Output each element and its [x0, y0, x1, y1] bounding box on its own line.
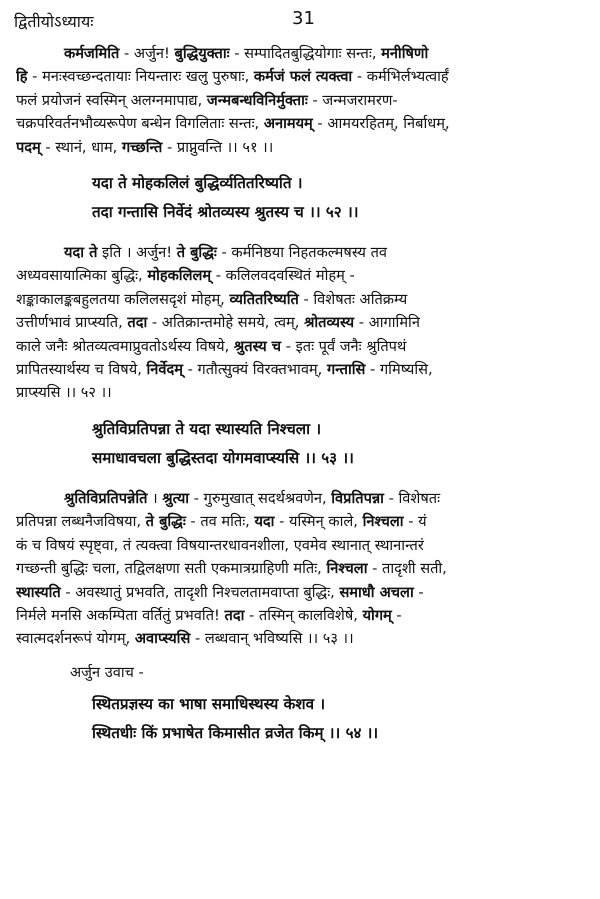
bold-term: श्रुतिविप्रतिपन्नेति [64, 489, 148, 507]
commentary-line [16, 581, 588, 604]
bold-term: विप्रतिपन्ना [331, 489, 384, 507]
commentary-line [16, 112, 588, 135]
commentary-line [16, 311, 588, 334]
gloss-text: - स्थानं, धाम, [40, 138, 122, 156]
gloss-text: - कलिलवदवस्थितं मोहम् - [211, 267, 355, 285]
gloss-text: - आगामिनि [354, 314, 420, 332]
gloss-text: - गमिष्यसि, [365, 361, 433, 379]
bold-term: अवाप्स्यसि [134, 630, 191, 648]
bold-term: योगम् [362, 606, 392, 624]
gloss-text: स्वात्मदर्शनरूपं योगम्, [16, 630, 135, 648]
verse-52 [16, 169, 588, 227]
gloss-text: इति । अर्जुन! [97, 244, 177, 262]
verse-53 [16, 415, 588, 473]
verse-line: स्थितधीः किं प्रभाषेत किमासीत व्रजेत किम् ।। ५४ ।। [92, 724, 379, 743]
verse-54 [16, 690, 588, 748]
gloss-text: - विशेषतः अतिक्रम्य [298, 290, 408, 308]
bold-term: निश्चला [326, 560, 368, 578]
gloss-text: - यं [403, 513, 427, 531]
gloss-text: उत्तीर्णभावं प्राप्स्यति, [16, 314, 128, 332]
verse-line: समाधावचला बुद्धिस्तदा योगमवाप्स्यसि ।। ५३ ।। [92, 448, 354, 467]
commentary-line [16, 264, 588, 287]
gloss-text: गच्छन्ती बुद्धिः चला, तद्विलक्षणा सती एकमात्रग्राहिणी मतिः, [16, 560, 327, 578]
bold-term: स्थास्यति [16, 583, 61, 601]
verse-line: श्रुतिविप्रतिपन्ना ते यदा स्थास्यति निश्चला । [92, 419, 322, 438]
gloss-text: प्रापितस्यार्थस्य च विषये, [16, 361, 147, 379]
bold-term: मनीषिणो [381, 45, 429, 62]
bold-term: मोहकलिलम् [147, 267, 212, 285]
commentary-verse-53 [16, 487, 588, 651]
gloss-text: काले जनैः श्रोतव्यत्वमाप्रुवतोऽर्थस्य विषये, [16, 337, 234, 355]
bold-term: अनामयम् [263, 115, 313, 133]
bold-term: ते बुद्धिः [176, 244, 217, 262]
commentary-line [16, 335, 588, 358]
verse-line: तदा गन्तासि निर्वेदं श्रोतव्यस्य श्रुतस्य च ।। ५२ ।। [92, 203, 359, 222]
bold-term: ते बुद्धिः [145, 513, 186, 531]
gloss-text: कं च विषयं स्पृष्ट्वा, तं त्यक्त्वा विषयान्तरधावनशीला, एवमेव स्थानात् स्थानान्तरं [16, 536, 424, 554]
gloss-text: - कर्मनिष्ठया निहतकल्मषस्य तव [216, 244, 388, 262]
gloss-text: - अतिक्रान्तमोहे समये, त्वम्, [147, 314, 305, 332]
bold-term: यदा [254, 513, 275, 531]
page-number: 31 [292, 8, 315, 29]
gloss-text: - सम्पादितबुद्धियोगाः सन्तः, [229, 45, 382, 62]
verse-line: स्थितप्रज्ञस्य का भाषा समाधिस्थस्य केशव । [92, 695, 326, 714]
bold-term: बुद्धियुक्ताः [174, 45, 230, 62]
commentary-line [16, 627, 588, 650]
verse-line: यदा ते मोहकलिलं बुद्धिर्व्यतितरिष्यति । [92, 174, 303, 193]
gloss-text: - आमयरहितम्, निर्बाधम्, [312, 115, 450, 133]
gloss-text: फलं प्रयोजनं स्वस्मिन् अलग्नमापाद्य, [16, 91, 207, 109]
commentary-line [16, 381, 588, 404]
gloss-text: - प्राप्नुवन्ति ।। ५१ ।। [162, 138, 274, 156]
commentary-line [16, 89, 588, 112]
commentary-line [16, 288, 588, 311]
bold-term: जन्मबन्धविनिर्मुक्ताः [206, 91, 308, 109]
gloss-text: - कर्मभिर्लभ्यत्वार्हं [352, 68, 449, 86]
gloss-text: शङ्काकालङ्कबहुलतया कलिलसदृशं मोहम्, [16, 290, 230, 308]
commentary-line [16, 42, 588, 65]
bold-term: हि [16, 68, 28, 86]
page-body [16, 42, 588, 762]
gloss-text: - जन्मजरामरण- [307, 91, 398, 109]
commentary-line [16, 557, 588, 580]
bold-term: श्रुत्या [162, 489, 190, 507]
gloss-text: - [413, 583, 424, 601]
bold-term: तदा [127, 314, 148, 332]
chapter-title: द्वितीयोऽध्यायः [14, 12, 94, 31]
bold-term: निर्वेदम् [146, 361, 183, 379]
gloss-text: - विशेषतः [383, 489, 441, 507]
gloss-text: - गतौत्सुक्यं विरक्तभावम्, [182, 361, 327, 379]
gloss-text: - [391, 606, 402, 624]
commentary-verse-51 [16, 42, 588, 159]
gloss-text: चक्रपरिवर्तनभौव्यरूपेण बन्धेन विगलिताः सन्तः, [16, 115, 264, 133]
gloss-text: - गुरुमुखात् सदर्थश्रवणेन, [189, 489, 332, 507]
bold-term: गच्छन्ति [121, 138, 163, 156]
bold-term: समाधौ अचला [339, 583, 414, 601]
bold-term: तदा [224, 606, 245, 624]
gloss-text: । [147, 489, 163, 507]
bold-term: यदा ते [64, 244, 98, 262]
gloss-text: प्राप्स्यसि ।। ५२ ।। [16, 384, 112, 402]
gloss-text: - यस्मिन् काले, [274, 513, 363, 531]
gloss-text: - इतः पूर्वं जनैः श्रुतिपथं [281, 337, 407, 355]
gloss-text: निर्मले मनसि अकम्पिता वर्तितुं प्रभवति! [16, 606, 225, 624]
gloss-text: - तस्मिन् कालविशेषे, [244, 606, 363, 624]
speaker-heading: अर्जुन उवाच - [70, 663, 144, 681]
page-header [14, 8, 586, 34]
commentary-line [16, 65, 588, 88]
bold-term: व्यतितरिष्यति [229, 290, 299, 308]
gloss-text: - अर्जुन! [119, 45, 175, 62]
bold-term: कर्मजमिति [64, 45, 120, 62]
gloss-text: प्रतिपन्ना लब्धनैजविषया, [16, 513, 146, 531]
commentary-line [16, 604, 588, 627]
commentary-line [16, 534, 588, 557]
commentary-line [16, 510, 588, 533]
bold-term: गन्तासि [326, 361, 366, 379]
bold-term: श्रोतव्यस्य [304, 314, 355, 332]
commentary-line [16, 136, 588, 159]
gloss-text: - तव मतिः, [185, 513, 255, 531]
gloss-text: अध्यवसायात्मिका बुद्धिः, [16, 267, 148, 285]
commentary-line [16, 241, 588, 264]
commentary-line [16, 487, 588, 510]
bold-term: निश्चला [362, 513, 404, 531]
gloss-text: - लब्धवान् भविष्यसि ।। ५३ ।। [190, 630, 354, 648]
commentary-verse-52 [16, 241, 588, 405]
bold-term: श्रुतस्य च [233, 337, 282, 355]
gloss-text: - तादृशी सती, [367, 560, 447, 578]
bold-term: पदम् [16, 138, 41, 156]
commentary-line [16, 358, 588, 381]
gloss-text: - अवस्थातुं प्रभवति, तादृशी निश्चलतामवाप्ता बुद्धिः, [60, 583, 340, 601]
gloss-text: - मनःस्वच्छन्दतायाः नियन्तारः खलु पुरुषाः, [27, 68, 254, 86]
bold-term: कर्मजं फलं त्यक्त्वा [253, 68, 353, 86]
